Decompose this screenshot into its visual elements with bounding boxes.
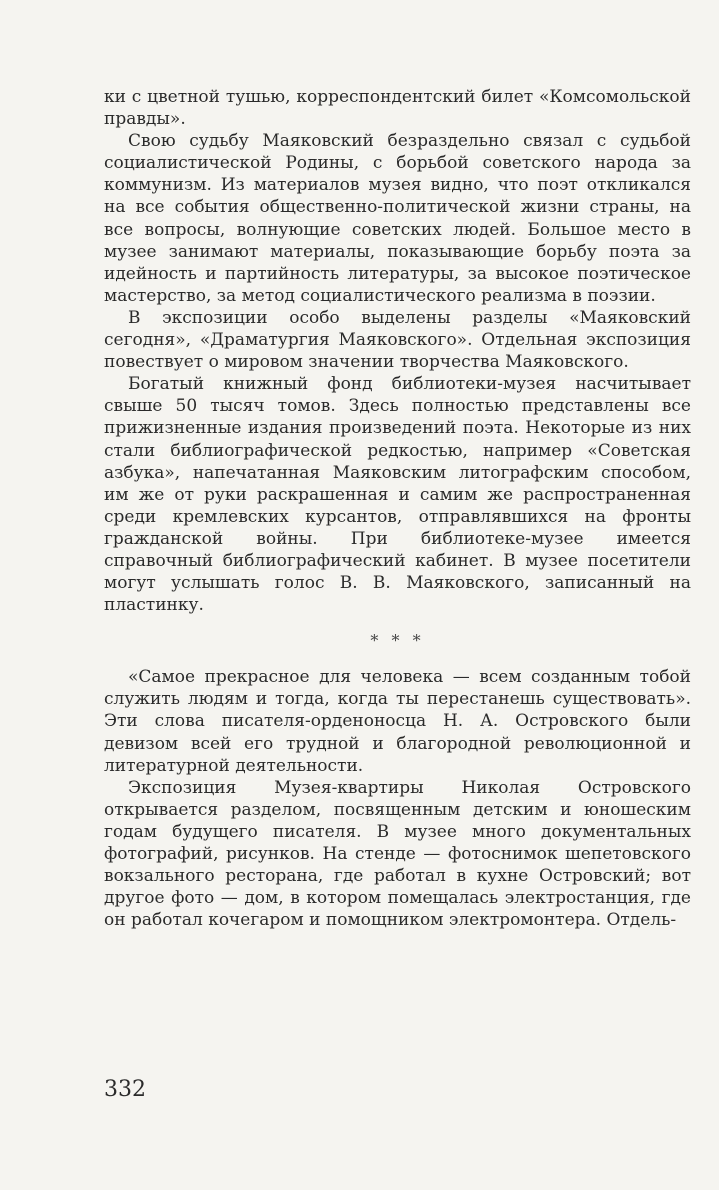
page-number: 332: [104, 1077, 146, 1102]
paragraph-ostrovsky-quote: «Самое прекрасное для человека — всем созданным тобой служить людям и тогда, когда ты перестанешь существовать». Эти слова писателя-орденоносца Н. А. Островского были девизом всей его трудной и благородной революционной и литературной деятельности.: [104, 667, 691, 776]
paragraph-mayakovsky-fate: Свою судьбу Маяковский безраздельно связал с судьбой социалистической Родины, с борьбой советского народа за коммунизм. Из материалов музея видно, что поэт откликался на все события общественно-политической жизни страны, на все вопросы, волнующие советских людей. Большое место в музее занимают материалы, показывающие борьбу поэта за идейность и партийность литературы, за высокое поэтическое мастерство, за метод социалистического реализма в поэзии.: [104, 131, 691, 306]
page-body: [104, 86, 691, 931]
section-separator: * * *: [370, 631, 425, 651]
paragraph-continuation: ки с цветной тушью, корреспондентский билет «Комсомольской правды».: [104, 87, 691, 130]
paragraph-library-fund: Богатый книжный фонд библиотеки-музея насчитывает свыше 50 тысяч томов. Здесь полностью представлены все прижизненные издания произведений поэта. Некоторые из них стали библиографической редкостью, например «Советская азбука», напечатанная Маяковским литографским способом, им же от руки раскрашенная и самим же распространенная среди кремлевских курсантов, отправлявшихся на фронты гражданской войны. При библиотеке-музее имеется справочный библиографический кабинет. В музее посетители могут услышать голос В. В. Маяковского, записанный на пластинку.: [104, 374, 691, 616]
paragraph-ostrovsky-museum: Экспозиция Музея-квартиры Николая Островского открывается разделом, посвященным детским и юношеским годам будущего писателя. В музее много документальных фотографий, рисунков. На стенде — фотоснимок шепетовского вокзального ресторана, где работал в кухне Островский; вот другое фото — дом, в котором помещалась электростанция, где он работал кочегаром и помощником электромонтера. Отдель-: [104, 777, 691, 931]
paragraph-exposition-sections: В экспозиции особо выделены разделы «Маяковский сегодня», «Драматургия Маяковского». Отдельная экспозиция повествует о мировом значении творчества Маяковского.: [104, 307, 691, 373]
